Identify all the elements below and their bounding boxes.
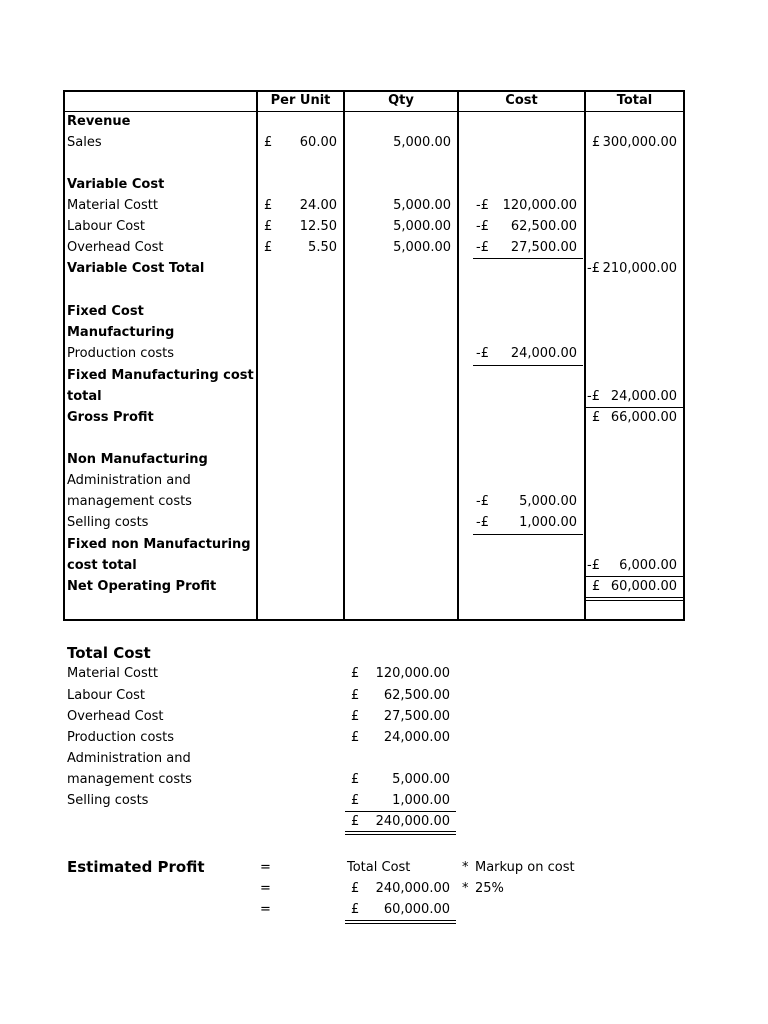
tc-material-value: 120,000.00: [375, 666, 450, 681]
double-underline: [345, 831, 456, 835]
currency-symbol: £: [592, 579, 601, 594]
overhead-qty: 5,000.00: [393, 240, 451, 255]
neg-currency-symbol: -£: [587, 558, 600, 573]
neg-currency-symbol: -£: [476, 346, 489, 361]
tc-material-label: Material Costt: [67, 666, 158, 681]
material-cost: 120,000.00: [502, 198, 577, 213]
tc-selling-value: 1,000.00: [392, 793, 450, 808]
currency-symbol: £: [351, 730, 360, 745]
neg-currency-symbol: -£: [476, 219, 489, 234]
currency-symbol: £: [351, 814, 360, 829]
table-right-border: [683, 90, 685, 621]
total-cost-heading: Total Cost: [67, 644, 151, 662]
nonmfg-total: 6,000.00: [619, 558, 677, 573]
subtotal-underline: [473, 534, 583, 535]
tc-admin-label-2: management costs: [67, 772, 192, 787]
sales-per-unit: 60.00: [299, 135, 337, 150]
tc-labour-value: 62,500.00: [383, 688, 450, 703]
subtotal-underline: [473, 365, 583, 366]
fixed-total: 24,000.00: [610, 389, 677, 404]
overhead-cost: 27,500.00: [510, 240, 577, 255]
est-markup-label: Markup on cost: [475, 860, 575, 875]
tc-admin-value: 5,000.00: [392, 772, 450, 787]
header-total: Total: [616, 93, 653, 108]
currency-symbol: £: [351, 793, 360, 808]
currency-symbol: £: [264, 198, 273, 213]
est-total-cost-value: 240,000.00: [375, 881, 450, 896]
table-top-border: [63, 90, 685, 92]
equals-sign: =: [260, 881, 271, 896]
overhead-per-unit: 5.50: [308, 240, 337, 255]
multiply-star: *: [462, 860, 469, 875]
admin-label-2: management costs: [67, 494, 192, 509]
currency-symbol: £: [351, 902, 360, 917]
variable-total-label: Variable Cost Total: [67, 261, 205, 276]
currency-symbol: £: [264, 135, 273, 150]
est-total-cost-label: Total Cost: [347, 860, 411, 875]
material-per-unit: 24.00: [299, 198, 337, 213]
double-underline: [345, 920, 456, 924]
neg-currency-symbol: -£: [476, 198, 489, 213]
col-divider-cost: [457, 90, 459, 621]
tc-overhead-value: 27,500.00: [383, 709, 450, 724]
tc-sum-value: 240,000.00: [375, 814, 450, 829]
selling-label: Selling costs: [67, 515, 149, 530]
col-divider-qty: [343, 90, 345, 621]
non-manufacturing-heading: Non Manufacturing: [67, 452, 208, 467]
double-underline: [586, 597, 683, 601]
fixed-total-label-1: Fixed Manufacturing cost: [67, 368, 254, 383]
variable-total: 210,000.00: [602, 261, 677, 276]
nonmfg-total-label-1: Fixed non Manufacturing: [67, 537, 251, 552]
tc-labour-label: Labour Cost: [67, 688, 146, 703]
variable-cost-heading: Variable Cost: [67, 177, 165, 192]
net-operating-profit-value: 60,000.00: [610, 579, 677, 594]
net-operating-profit-label: Net Operating Profit: [67, 579, 217, 594]
equals-sign: =: [260, 902, 271, 917]
total-underline: [586, 576, 683, 577]
tc-admin-label-1: Administration and: [67, 751, 191, 766]
gross-profit-label: Gross Profit: [67, 410, 154, 425]
sales-label: Sales: [67, 135, 102, 150]
material-label: Material Costt: [67, 198, 158, 213]
labour-per-unit: 12.50: [299, 219, 337, 234]
manufacturing-heading: Manufacturing: [67, 325, 175, 340]
labour-label: Labour Cost: [67, 219, 146, 234]
fixed-total-label-2: total: [67, 389, 102, 404]
table-left-border: [63, 90, 65, 621]
sales-total: 300,000.00: [602, 135, 677, 150]
production-cost: 24,000.00: [510, 346, 577, 361]
equals-sign: =: [260, 860, 271, 875]
multiply-star: *: [462, 881, 469, 896]
header-bottom-border: [63, 111, 685, 112]
tc-production-value: 24,000.00: [383, 730, 450, 745]
est-markup-value: 25%: [475, 881, 504, 896]
revenue-heading: Revenue: [67, 114, 131, 129]
table-bottom-border: [63, 619, 685, 621]
currency-symbol: £: [264, 219, 273, 234]
currency-symbol: £: [351, 772, 360, 787]
col-divider-perunit: [256, 90, 258, 621]
gross-profit-value: 66,000.00: [610, 410, 677, 425]
header-per-unit: Per Unit: [270, 93, 331, 108]
header-cost: Cost: [505, 93, 538, 108]
tc-overhead-label: Overhead Cost: [67, 709, 164, 724]
total-underline: [586, 407, 683, 408]
neg-currency-symbol: -£: [587, 389, 600, 404]
material-qty: 5,000.00: [393, 198, 451, 213]
currency-symbol: £: [351, 709, 360, 724]
currency-symbol: £: [264, 240, 273, 255]
subtotal-underline: [345, 811, 456, 812]
currency-symbol: £: [592, 135, 601, 150]
currency-symbol: £: [592, 410, 601, 425]
currency-symbol: £: [351, 881, 360, 896]
currency-symbol: £: [351, 688, 360, 703]
admin-label-1: Administration and: [67, 473, 191, 488]
labour-cost: 62,500.00: [510, 219, 577, 234]
production-label: Production costs: [67, 346, 175, 361]
admin-cost: 5,000.00: [519, 494, 577, 509]
neg-currency-symbol: -£: [476, 515, 489, 530]
estimated-profit-heading: Estimated Profit: [67, 858, 205, 876]
neg-currency-symbol: -£: [476, 240, 489, 255]
header-qty: Qty: [388, 93, 414, 108]
tc-production-label: Production costs: [67, 730, 175, 745]
labour-qty: 5,000.00: [393, 219, 451, 234]
selling-cost: 1,000.00: [519, 515, 577, 530]
nonmfg-total-label-2: cost total: [67, 558, 137, 573]
tc-selling-label: Selling costs: [67, 793, 149, 808]
currency-symbol: £: [351, 666, 360, 681]
fixed-cost-heading: Fixed Cost: [67, 304, 144, 319]
col-divider-total: [584, 90, 586, 621]
neg-currency-symbol: -£: [476, 494, 489, 509]
overhead-label: Overhead Cost: [67, 240, 164, 255]
sales-qty: 5,000.00: [393, 135, 451, 150]
neg-currency-symbol: -£: [587, 261, 600, 276]
est-profit-value: 60,000.00: [383, 902, 450, 917]
subtotal-underline: [473, 258, 583, 259]
